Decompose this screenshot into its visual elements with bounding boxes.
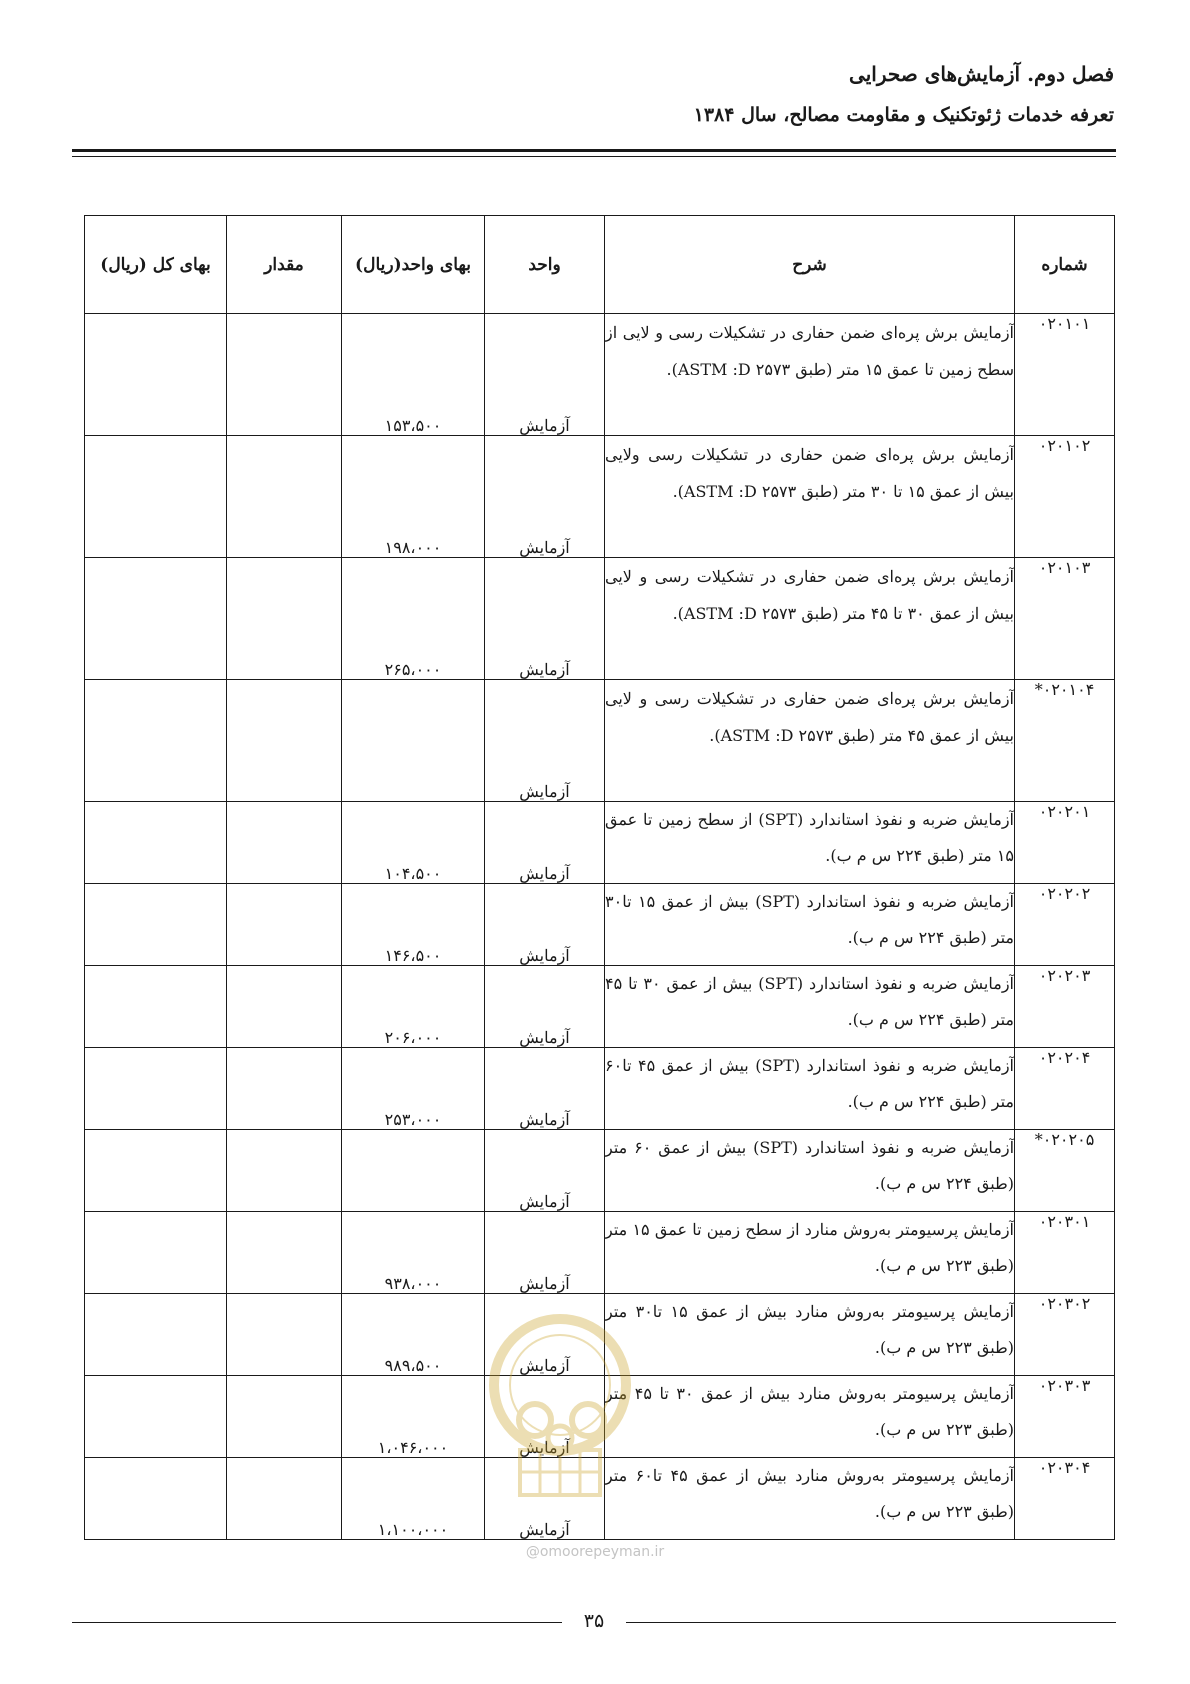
item-description: آزمایش پرسیومتر به‌روش منارد از سطح زمین تا عمق ۱۵ متر (طبق ۲۲۳ س م ب). xyxy=(605,1212,1015,1294)
item-total-price xyxy=(85,884,227,966)
item-unit-price: ۱۵۳،۵۰۰ xyxy=(342,314,485,436)
item-unit: آزمایش xyxy=(485,966,605,1048)
item-code: ۰۲۰۳۰۱ xyxy=(1015,1212,1115,1294)
item-total-price xyxy=(85,966,227,1048)
item-unit-price: ۱۴۶،۵۰۰ xyxy=(342,884,485,966)
item-unit-price: ۲۶۵،۰۰۰ xyxy=(342,558,485,680)
item-unit-price: ۱۰۴،۵۰۰ xyxy=(342,802,485,884)
item-description: آزمایش ضربه و نفوذ استاندارد (SPT) از سطح زمین تا عمق ۱۵ متر (طبق ۲۲۴ س م ب). xyxy=(605,802,1015,884)
tariff-table xyxy=(84,215,1115,1540)
item-quantity xyxy=(227,314,342,436)
item-code: ۰۲۰۱۰۱ xyxy=(1015,314,1115,436)
table-row xyxy=(85,1212,1115,1294)
item-unit: آزمایش xyxy=(485,1048,605,1130)
item-quantity xyxy=(227,802,342,884)
table-header-row xyxy=(85,216,1115,314)
item-unit-price: ۹۸۹،۵۰۰ xyxy=(342,1294,485,1376)
item-description: آزمایش ضربه و نفوذ استاندارد (SPT) بیش از عمق ۳۰ تا ۴۵ متر (طبق ۲۲۴ س م ب). xyxy=(605,966,1015,1048)
item-quantity xyxy=(227,884,342,966)
col-header-description: شرح xyxy=(605,216,1015,314)
table-row xyxy=(85,436,1115,558)
item-unit-price xyxy=(342,1130,485,1212)
item-code: ۰۲۰۱۰۳ xyxy=(1015,558,1115,680)
item-total-price xyxy=(85,680,227,802)
item-quantity xyxy=(227,1376,342,1458)
item-unit-price: ۱،۱۰۰،۰۰۰ xyxy=(342,1458,485,1540)
item-unit: آزمایش xyxy=(485,436,605,558)
item-description: آزمایش برش پره‌ای ضمن حفاری در تشکیلات رسی ولایی بیش از عمق ۱۵ تا ۳۰ متر (طبق ASTM :D ۲۵۷۳). xyxy=(605,436,1015,558)
item-code: ۰۲۰۳۰۴ xyxy=(1015,1458,1115,1540)
item-total-price xyxy=(85,1458,227,1540)
item-code: *۰۲۰۲۰۵ xyxy=(1015,1130,1115,1212)
item-code: ۰۲۰۳۰۳ xyxy=(1015,1376,1115,1458)
item-description: آزمایش ضربه و نفوذ استاندارد (SPT) بیش از عمق ۱۵ تا۳۰ متر (طبق ۲۲۴ س م ب). xyxy=(605,884,1015,966)
col-header-quantity: مقدار xyxy=(227,216,342,314)
item-quantity xyxy=(227,680,342,802)
item-unit-price: ۲۵۳،۰۰۰ xyxy=(342,1048,485,1130)
item-total-price xyxy=(85,436,227,558)
item-unit: آزمایش xyxy=(485,802,605,884)
item-quantity xyxy=(227,1458,342,1540)
item-unit-price: ۱۹۸،۰۰۰ xyxy=(342,436,485,558)
item-description: آزمایش پرسیومتر به‌روش منارد بیش از عمق ۴۵ تا۶۰ متر (طبق ۲۲۳ س م ب). xyxy=(605,1458,1015,1540)
table-row xyxy=(85,1294,1115,1376)
item-unit: آزمایش xyxy=(485,1212,605,1294)
item-quantity xyxy=(227,1294,342,1376)
item-code: ۰۲۰۲۰۴ xyxy=(1015,1048,1115,1130)
table-row xyxy=(85,802,1115,884)
item-code: *۰۲۰۱۰۴ xyxy=(1015,680,1115,802)
item-unit: آزمایش xyxy=(485,314,605,436)
item-unit: آزمایش xyxy=(485,1130,605,1212)
item-description: آزمایش برش پره‌ای ضمن حفاری در تشکیلات رسی و لایی از سطح زمین تا عمق ۱۵ متر (طبق ASTM :D ۲۵۷۳). xyxy=(605,314,1015,436)
item-description: آزمایش پرسیومتر به‌روش منارد بیش از عمق ۱۵ تا۳۰ متر (طبق ۲۲۳ س م ب). xyxy=(605,1294,1015,1376)
item-quantity xyxy=(227,1048,342,1130)
item-quantity xyxy=(227,436,342,558)
item-code: ۰۲۰۱۰۲ xyxy=(1015,436,1115,558)
item-code: ۰۲۰۲۰۳ xyxy=(1015,966,1115,1048)
item-unit-price xyxy=(342,680,485,802)
item-unit-price: ۹۳۸،۰۰۰ xyxy=(342,1212,485,1294)
table-row xyxy=(85,680,1115,802)
col-header-unit-price: بهای واحد(ریال) xyxy=(342,216,485,314)
item-code: ۰۲۰۲۰۱ xyxy=(1015,802,1115,884)
item-total-price xyxy=(85,1376,227,1458)
item-quantity xyxy=(227,966,342,1048)
item-unit-price: ۲۰۶،۰۰۰ xyxy=(342,966,485,1048)
item-description: آزمایش برش پره‌ای ضمن حفاری در تشکیلات رسی و لایی بیش از عمق ۳۰ تا ۴۵ متر (طبق ASTM :D ۲۵۷۳). xyxy=(605,558,1015,680)
item-total-price xyxy=(85,1048,227,1130)
footer-rule-left xyxy=(72,1622,562,1623)
item-quantity xyxy=(227,1212,342,1294)
item-unit: آزمایش xyxy=(485,884,605,966)
table-row xyxy=(85,966,1115,1048)
header-rule-thin xyxy=(72,156,1116,157)
table-row xyxy=(85,1130,1115,1212)
item-unit: آزمایش xyxy=(485,558,605,680)
item-total-price xyxy=(85,802,227,884)
item-quantity xyxy=(227,558,342,680)
item-total-price xyxy=(85,314,227,436)
table-row xyxy=(85,314,1115,436)
col-header-total-price: بهای کل (ریال) xyxy=(85,216,227,314)
item-unit: آزمایش xyxy=(485,1376,605,1458)
item-description: آزمایش پرسیومتر به‌روش منارد بیش از عمق ۳۰ تا ۴۵ متر (طبق ۲۲۳ س م ب). xyxy=(605,1376,1015,1458)
footer-rule-right xyxy=(626,1622,1116,1623)
item-description: آزمایش برش پره‌ای ضمن حفاری در تشکیلات رسی و لایی بیش از عمق ۴۵ متر (طبق ASTM :D ۲۵۷۳). xyxy=(605,680,1015,802)
item-total-price xyxy=(85,1294,227,1376)
watermark-url: @omoorepeyman.ir xyxy=(525,1544,665,1560)
item-code: ۰۲۰۲۰۲ xyxy=(1015,884,1115,966)
item-code: ۰۲۰۳۰۲ xyxy=(1015,1294,1115,1376)
col-header-unit: واحد xyxy=(485,216,605,314)
table-row xyxy=(85,884,1115,966)
item-total-price xyxy=(85,1212,227,1294)
col-header-code: شماره xyxy=(1015,216,1115,314)
item-description: آزمایش ضربه و نفوذ استاندارد (SPT) بیش از عمق ۴۵ تا۶۰ متر (طبق ۲۲۴ س م ب). xyxy=(605,1048,1015,1130)
item-unit: آزمایش xyxy=(485,1294,605,1376)
table-row xyxy=(85,1458,1115,1540)
chapter-title: فصل دوم. آزمایش‌های صحرایی xyxy=(849,62,1114,86)
item-unit: آزمایش xyxy=(485,680,605,802)
item-description: آزمایش ضربه و نفوذ استاندارد (SPT) بیش از عمق ۶۰ متر (طبق ۲۲۴ س م ب). xyxy=(605,1130,1015,1212)
item-total-price xyxy=(85,558,227,680)
item-unit: آزمایش xyxy=(485,1458,605,1540)
table-row xyxy=(85,558,1115,680)
table-row xyxy=(85,1376,1115,1458)
item-unit-price: ۱،۰۴۶،۰۰۰ xyxy=(342,1376,485,1458)
item-quantity xyxy=(227,1130,342,1212)
document-subtitle: تعرفه خدمات ژئوتکنیک و مقاومت مصالح، سال ۱۳۸۴ xyxy=(693,104,1114,126)
table-row xyxy=(85,1048,1115,1130)
item-total-price xyxy=(85,1130,227,1212)
page-number: ۳۵ xyxy=(583,1610,605,1632)
page-header xyxy=(694,62,1114,126)
header-rule-thick xyxy=(72,149,1116,152)
page-footer xyxy=(72,1610,1116,1634)
